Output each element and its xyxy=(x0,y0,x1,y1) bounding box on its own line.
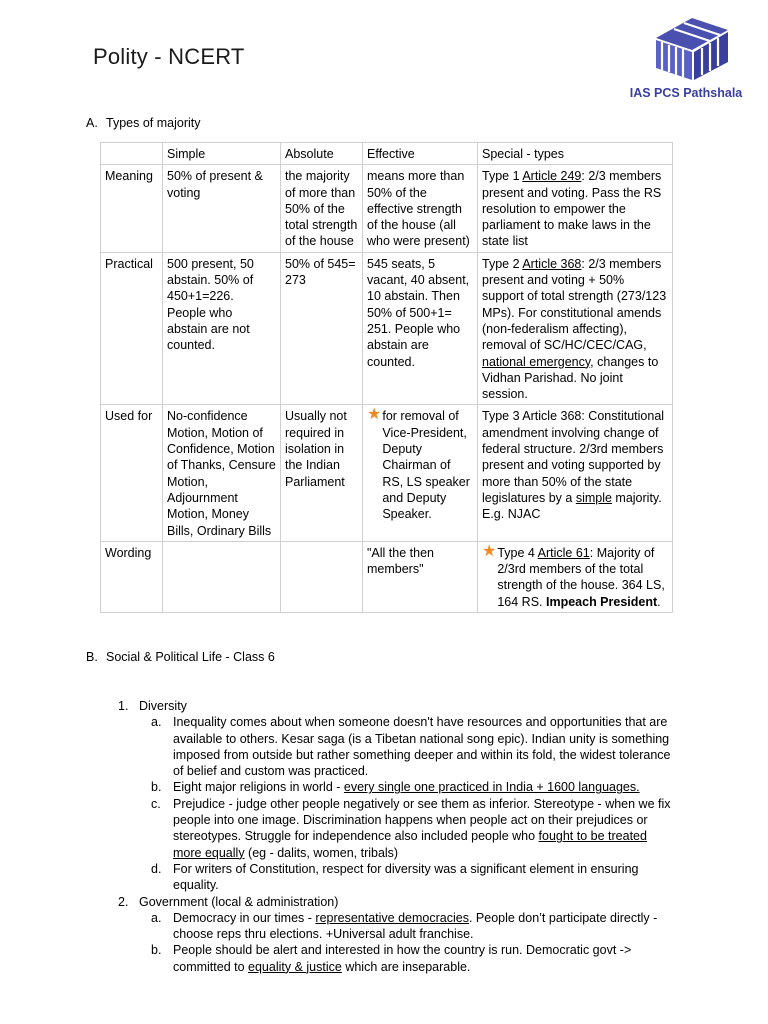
effective-cell: 545 seats, 5 vacant, 40 absent, 10 abstain. Then 50% of 500+1= 251. People who abstain are counted. xyxy=(363,252,478,405)
list-item: 2. Government (local & administration) xyxy=(118,894,339,909)
page-title: Polity - NCERT xyxy=(93,44,245,69)
section-a-heading xyxy=(86,116,200,130)
logo-building-icon xyxy=(622,10,750,82)
absolute-cell xyxy=(281,541,363,612)
underlined-text: fought to be treated more equally xyxy=(173,829,647,860)
special-cell: Type 2 Article 368: 2/3 members present and voting + 50% support of total strength (273/123 MPs). For constitutional amends (non-federalism affecting), removal of SC/HC/CEC/CAG, national emergency, changes to Vidhan Parishad. No joint session. xyxy=(478,252,673,405)
underlined-text: national emergency xyxy=(482,354,591,369)
notes-list xyxy=(118,698,678,975)
simple-cell: 500 present, 50 abstain. 50% of 450+1=226. People who abstain are not counted. xyxy=(163,252,281,405)
article-link: Article 368 xyxy=(522,256,582,271)
row-label: Wording xyxy=(101,541,163,612)
simple-cell xyxy=(163,541,281,612)
absolute-cell: the majority of more than 50% of the total strength of the house xyxy=(281,165,363,252)
row-label: Practical xyxy=(101,252,163,405)
simple-cell: No-confidence Motion, Motion of Confidence, Motion of Thanks, Censure Motion, Adjournment Motion, Money Bills, Ordinary Bills xyxy=(163,405,281,541)
simple-cell: 50% of present & voting xyxy=(163,165,281,252)
table-row xyxy=(101,405,673,541)
bold-text: Impeach President xyxy=(545,594,658,609)
absolute-cell: 50% of 545= 273 xyxy=(281,252,363,405)
special-cell: Type 1 Article 249: 2/3 members present and voting. Pass the RS resolution to empower the parliament to make laws in the state list xyxy=(478,165,673,252)
sub-list-item: b. Eight major religions in world - every single one practiced in India + 1600 languages. xyxy=(151,780,640,795)
absolute-cell: Usually not required in isolation in the Indian Parliament xyxy=(281,405,363,541)
row-label: Meaning xyxy=(101,165,163,252)
underlined-text: simple xyxy=(575,490,612,505)
list-item-title: Diversity xyxy=(139,699,187,713)
effective-cell: means more than 50% of the effective strength of the house (all who were present) xyxy=(363,165,478,252)
section-letter: B. xyxy=(86,650,98,664)
star-icon: ★ xyxy=(482,542,497,560)
section-letter: A. xyxy=(86,116,98,130)
header-cell: Simple xyxy=(163,143,281,165)
logo xyxy=(622,10,750,102)
effective-cell: "All the then members" xyxy=(363,541,478,612)
underlined-text: every single one practiced in India + 1600 languages. xyxy=(343,780,640,795)
effective-cell: ★ for removal of Vice-President, Deputy Chairman of RS, LS speaker and Deputy Speaker. xyxy=(363,405,478,541)
underlined-text: representative democracies xyxy=(315,910,469,925)
star-icon: ★ xyxy=(367,406,382,424)
list-item-title: Government (local & administration) xyxy=(139,894,339,909)
sub-list-item: c. Prejudice - judge other people negatively or see them as inferior. Stereotype - when we fix people into one image. Discrimination happens when people act on their prejudices or stereotypes. Struggle for independence also included people who fought to be treated more equally (eg - dalits, women, tribals) xyxy=(151,796,671,860)
section-title: Social & Political Life - Class 6 xyxy=(106,650,275,664)
table-row xyxy=(101,252,673,405)
section-title: Types of majority xyxy=(106,116,201,130)
article-link: Article 61 xyxy=(537,545,590,560)
table-header-row xyxy=(101,143,673,165)
header-cell: Special - types xyxy=(478,143,673,165)
underlined-text: equality & justice xyxy=(248,959,342,974)
table-row xyxy=(101,541,673,612)
sub-list-item: a. Democracy in our times - representative democracies. People don’t participate directly - choose reps thru elections. +Universal adult franchise. xyxy=(151,910,658,942)
sub-list-item: b. People should be alert and interested in how the country is run. Democratic govt -> committed to equality & justice which are inseparable. xyxy=(151,943,632,974)
special-cell: Type 3 Article 368: Constitutional amendment involving change of federal structure. 2/3rd members present and voting supported by more than 50% of the state legislatures by a simple majority. E.g. NJAC xyxy=(478,405,673,541)
header-cell xyxy=(101,143,163,165)
header-cell: Absolute xyxy=(281,143,363,165)
sub-list-item: a. Inequality comes about when someone doesn't have resources and opportunities that are available to others. Kesar saga (is a Tibetan national song epic). Indian unity is something imposed from outside but rather something deeper and within its fold, the widest tolerance of belief and custom was practiced. xyxy=(151,715,671,779)
majority-table xyxy=(100,142,673,613)
sub-list-item: d. For writers of Constitution, respect for diversity was a significant element in ensuring equality. xyxy=(151,861,639,893)
list-item: 1. Diversity xyxy=(118,699,187,713)
header-cell: Effective xyxy=(363,143,478,165)
logo-text: IAS PCS Pathshala xyxy=(629,86,743,100)
special-cell: ★ Type 4 Article 61: Majority of 2/3rd members of the total strength of the house. 364 LS, 164 RS. Impeach President. xyxy=(478,541,673,612)
section-b-heading xyxy=(86,650,275,664)
article-link: Article 249 xyxy=(522,169,582,184)
table-row xyxy=(101,165,673,252)
row-label: Used for xyxy=(101,405,163,541)
